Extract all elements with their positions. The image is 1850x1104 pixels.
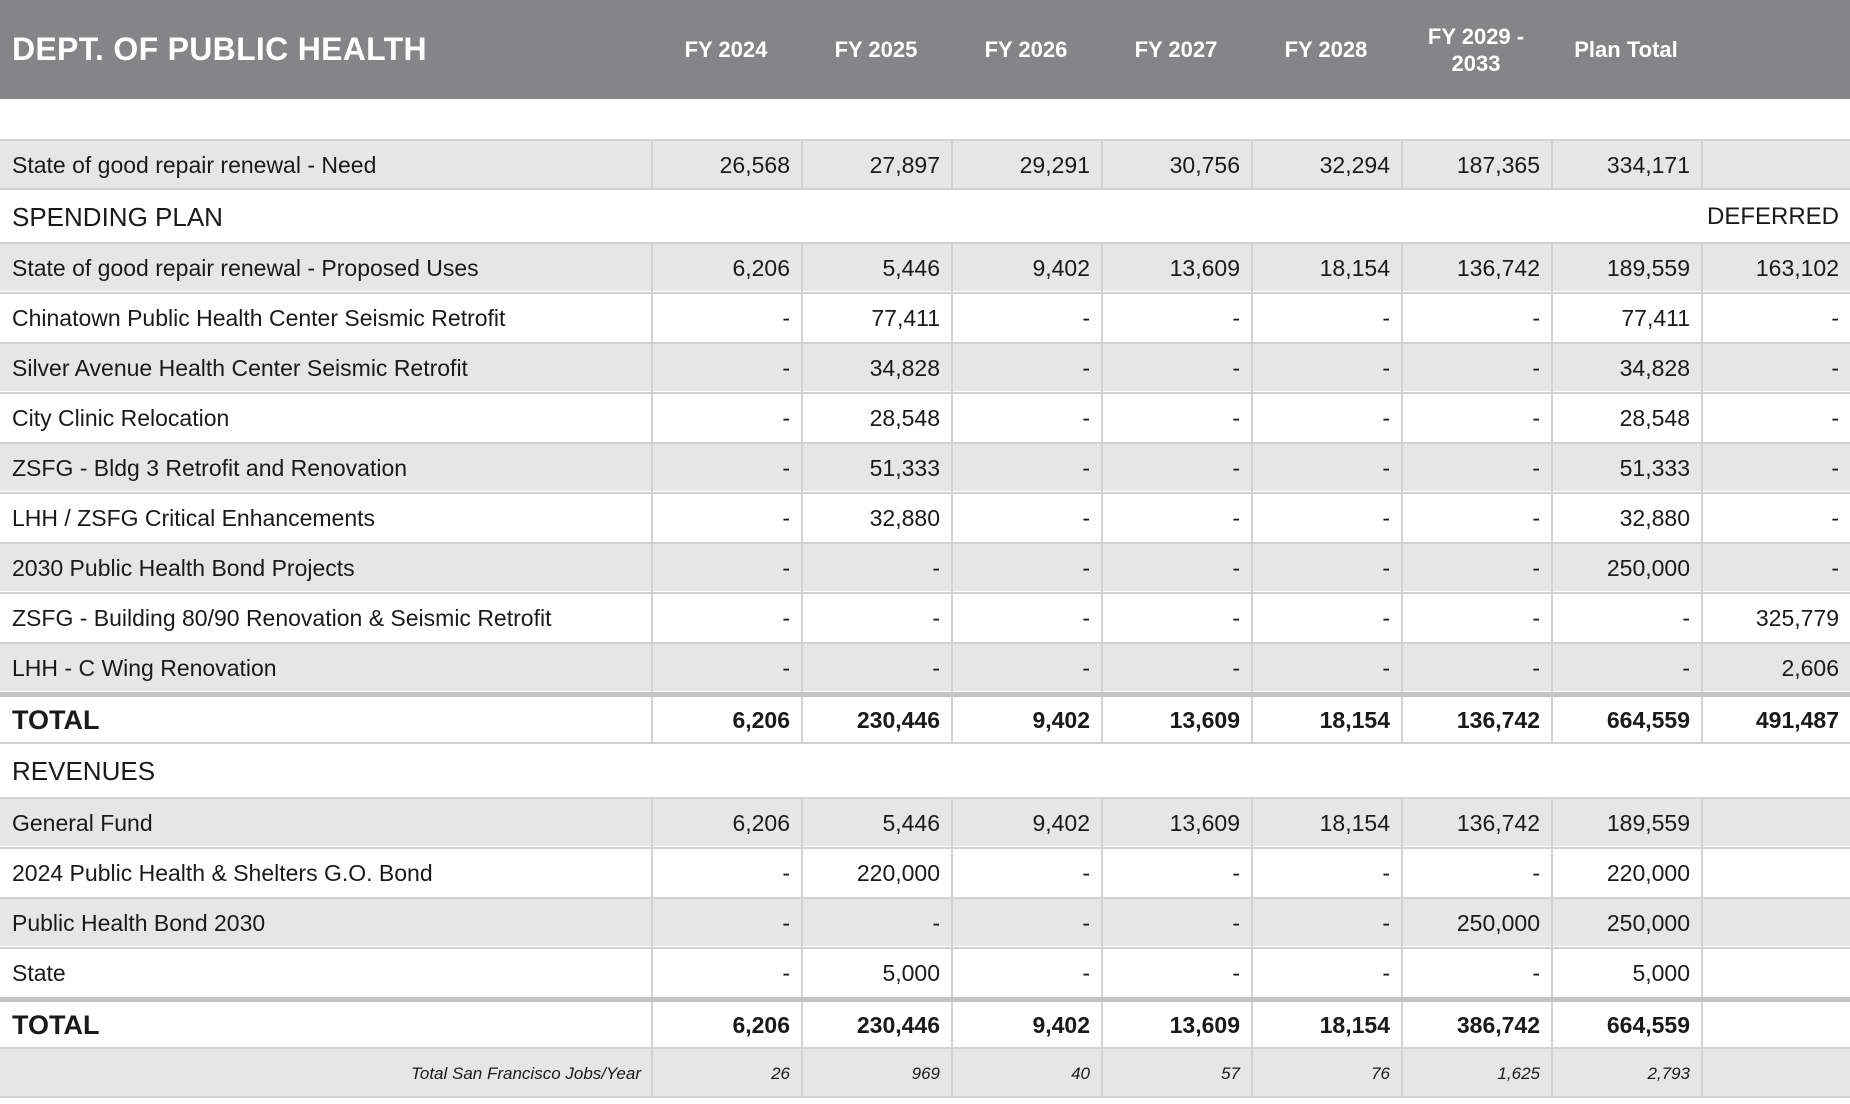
table-cell: - [951,344,1101,393]
row-label: LHH / ZSFG Critical Enhancements [12,505,376,531]
table-cell: 77,411 [801,294,951,343]
table-cell: - [951,544,1101,593]
table-cell: 26,568 [651,141,801,190]
column-header: FY 2024 [684,37,768,62]
table-cell: 57 [1101,1049,1251,1098]
table-cell: - [1101,444,1251,493]
table-cell: - [651,594,801,643]
deferred-label: DEFERRED [1706,203,1839,230]
jobs-row [0,1047,1850,1096]
table-cell: - [651,949,801,998]
table-cell: - [1251,644,1401,693]
table-cell: 29,291 [951,141,1101,190]
table-cell: 189,559 [1551,799,1701,848]
table-cell: - [801,544,951,593]
table-cell [1701,899,1850,948]
table-cell: - [651,849,801,898]
table-cell: 5,000 [801,949,951,998]
table-cell: - [1551,594,1701,643]
table-cell: - [951,849,1101,898]
table-cell: - [951,294,1101,343]
table-cell: - [1101,344,1251,393]
table-cell [1701,799,1850,848]
column-header: FY 2026 [984,37,1068,62]
table-row [0,139,1850,188]
table-cell: - [951,644,1101,693]
table-cell: 28,548 [1551,394,1701,443]
table-cell: - [1401,444,1551,493]
table-cell: 18,154 [1251,244,1401,293]
table-cell: 6,206 [651,799,801,848]
row-label: State of good repair renewal - Proposed Uses [12,255,479,281]
table-cell: 664,559 [1551,697,1701,744]
table-row [0,947,1850,996]
table-cell [1701,1049,1850,1098]
row-label: TOTAL [12,1010,100,1040]
row-label: ZSFG - Building 80/90 Renovation & Seismic Retrofit [12,605,552,631]
table-cell: - [951,444,1101,493]
row-label: General Fund [12,810,153,836]
table-cell: - [1401,544,1551,593]
table-row [0,642,1850,691]
table-cell: - [1701,344,1850,393]
row-label: ZSFG - Bldg 3 Retrofit and Renovation [12,455,408,481]
table-cell: 13,609 [1101,244,1251,293]
total-row [0,997,1850,1047]
table-cell: - [1101,644,1251,693]
table-cell: 13,609 [1101,1002,1251,1049]
table-cell: 5,446 [801,799,951,848]
section-title: SPENDING PLAN [12,202,223,232]
table-cell: 187,365 [1401,141,1551,190]
table-cell: - [951,899,1101,948]
table-cell: - [651,394,801,443]
table-cell: - [651,544,801,593]
table-cell: - [801,899,951,948]
table-cell: - [651,494,801,543]
table-cell: 1,625 [1401,1049,1551,1098]
table-cell [1701,141,1850,190]
table-cell: 5,000 [1551,949,1701,998]
table-cell: - [951,494,1101,543]
table-cell: 230,446 [801,1002,951,1049]
row-label: TOTAL [12,705,100,735]
table-cell: - [1401,394,1551,443]
table-cell: 32,294 [1251,141,1401,190]
table-cell: - [1101,949,1251,998]
table-cell: 250,000 [1551,544,1701,593]
row-label: Silver Avenue Health Center Seismic Retrofit [12,355,468,381]
table-cell: 30,756 [1101,141,1251,190]
table-cell: 77,411 [1551,294,1701,343]
table-cell: - [1401,344,1551,393]
table-cell: 34,828 [801,344,951,393]
table-cell: 18,154 [1251,697,1401,744]
table-bottom-border [0,1096,1850,1098]
row-label: State of good repair renewal - Need [12,152,377,178]
table-cell: - [1101,294,1251,343]
table-cell: - [1101,594,1251,643]
table-cell: 325,779 [1701,594,1850,643]
table-cell [1701,849,1850,898]
table-cell: 136,742 [1401,244,1551,293]
table-cell: 9,402 [951,799,1101,848]
table-cell: - [801,644,951,693]
table-cell [1701,1002,1850,1049]
table-cell: - [651,644,801,693]
total-row [0,692,1850,742]
table-cell: 28,548 [801,394,951,443]
table-header [0,0,1850,99]
table-cell: 18,154 [1251,799,1401,848]
table-cell: 2,793 [1551,1049,1701,1098]
table-cell: 9,402 [951,244,1101,293]
table-cell: - [1401,949,1551,998]
column-header: FY 2029 - 2033 [1427,23,1525,76]
table-cell: 51,333 [801,444,951,493]
table-cell: - [1251,544,1401,593]
table-cell: 6,206 [651,697,801,744]
table-cell: 34,828 [1551,344,1701,393]
table-cell: - [1101,494,1251,543]
table-cell: - [1551,644,1701,693]
row-label: State [12,960,66,986]
table-cell: 13,609 [1101,799,1251,848]
table-cell: - [1251,394,1401,443]
table-row [0,292,1850,341]
table-cell: 76 [1251,1049,1401,1098]
table-cell: 9,402 [951,697,1101,744]
table-cell: 230,446 [801,697,951,744]
table-row [0,542,1850,591]
table-cell: - [1101,394,1251,443]
table-row [0,392,1850,441]
table-cell: - [1251,444,1401,493]
table-cell: - [801,594,951,643]
table-cell: 969 [801,1049,951,1098]
table-cell: 136,742 [1401,697,1551,744]
section-heading [0,742,1850,794]
table-cell: - [1401,644,1551,693]
table-cell: 220,000 [1551,849,1701,898]
table-cell: - [1251,949,1401,998]
table-cell: - [1401,849,1551,898]
table-cell: 163,102 [1701,244,1850,293]
table-cell: - [1701,294,1850,343]
department-title: DEPT. OF PUBLIC HEALTH [12,31,427,67]
table-cell: - [1251,494,1401,543]
row-label: 2024 Public Health & Shelters G.O. Bond [12,860,433,886]
table-cell: 491,487 [1701,697,1850,744]
table-cell: 189,559 [1551,244,1701,293]
table-cell: - [1701,394,1850,443]
row-label: 2030 Public Health Bond Projects [12,555,355,581]
column-header: FY 2028 [1284,37,1368,62]
table-cell: - [1401,294,1551,343]
table-cell: 2,606 [1701,644,1850,693]
table-cell [1701,949,1850,998]
table-cell: 32,880 [1551,494,1701,543]
column-header: Plan Total [1574,37,1678,62]
table-cell: - [651,444,801,493]
table-cell: - [1251,594,1401,643]
table-row [0,897,1850,946]
table-cell: 334,171 [1551,141,1701,190]
table-cell: - [1251,344,1401,393]
table-row [0,342,1850,391]
table-cell: - [951,949,1101,998]
table-cell: 5,446 [801,244,951,293]
table-cell: - [1701,494,1850,543]
table-cell: - [1251,849,1401,898]
table-cell: - [651,294,801,343]
table-cell: 386,742 [1401,1002,1551,1049]
table-cell: - [1401,494,1551,543]
table-cell: 136,742 [1401,799,1551,848]
table-cell: - [951,394,1101,443]
table-row [0,847,1850,896]
table-row [0,492,1850,541]
table-cell: - [1251,899,1401,948]
table-cell: 27,897 [801,141,951,190]
table-cell: 51,333 [1551,444,1701,493]
table-row [0,442,1850,491]
table-cell: - [1401,594,1551,643]
table-cell: 6,206 [651,1002,801,1049]
column-header: FY 2025 [834,37,918,62]
row-label: City Clinic Relocation [12,405,230,431]
table-cell: 250,000 [1401,899,1551,948]
table-cell: - [651,344,801,393]
row-label: Total San Francisco Jobs/Year [411,1064,641,1083]
table-cell: - [1701,444,1850,493]
table-cell: 26 [651,1049,801,1098]
table-cell: 220,000 [801,849,951,898]
table-cell: 18,154 [1251,1002,1401,1049]
table-cell: - [651,899,801,948]
row-label: Chinatown Public Health Center Seismic Retrofit [12,305,506,331]
table-cell: - [1101,544,1251,593]
table-cell: - [1251,294,1401,343]
table-cell: - [1101,899,1251,948]
column-header: FY 2027 [1134,37,1218,62]
table-cell: - [1101,849,1251,898]
table-cell: - [951,594,1101,643]
row-label: Public Health Bond 2030 [12,910,266,936]
table-cell: 40 [951,1049,1101,1098]
row-label: LHH - C Wing Renovation [12,655,277,681]
table-cell: 13,609 [1101,697,1251,744]
table-cell: 32,880 [801,494,951,543]
table-row [0,797,1850,846]
table-row [0,242,1850,291]
table-cell: 6,206 [651,244,801,293]
table-row [0,592,1850,641]
table-cell: 250,000 [1551,899,1701,948]
table-cell: - [1701,544,1850,593]
table-cell: 664,559 [1551,1002,1701,1049]
table-cell: 9,402 [951,1002,1101,1049]
section-heading [0,188,1850,240]
section-title: REVENUES [12,756,156,786]
